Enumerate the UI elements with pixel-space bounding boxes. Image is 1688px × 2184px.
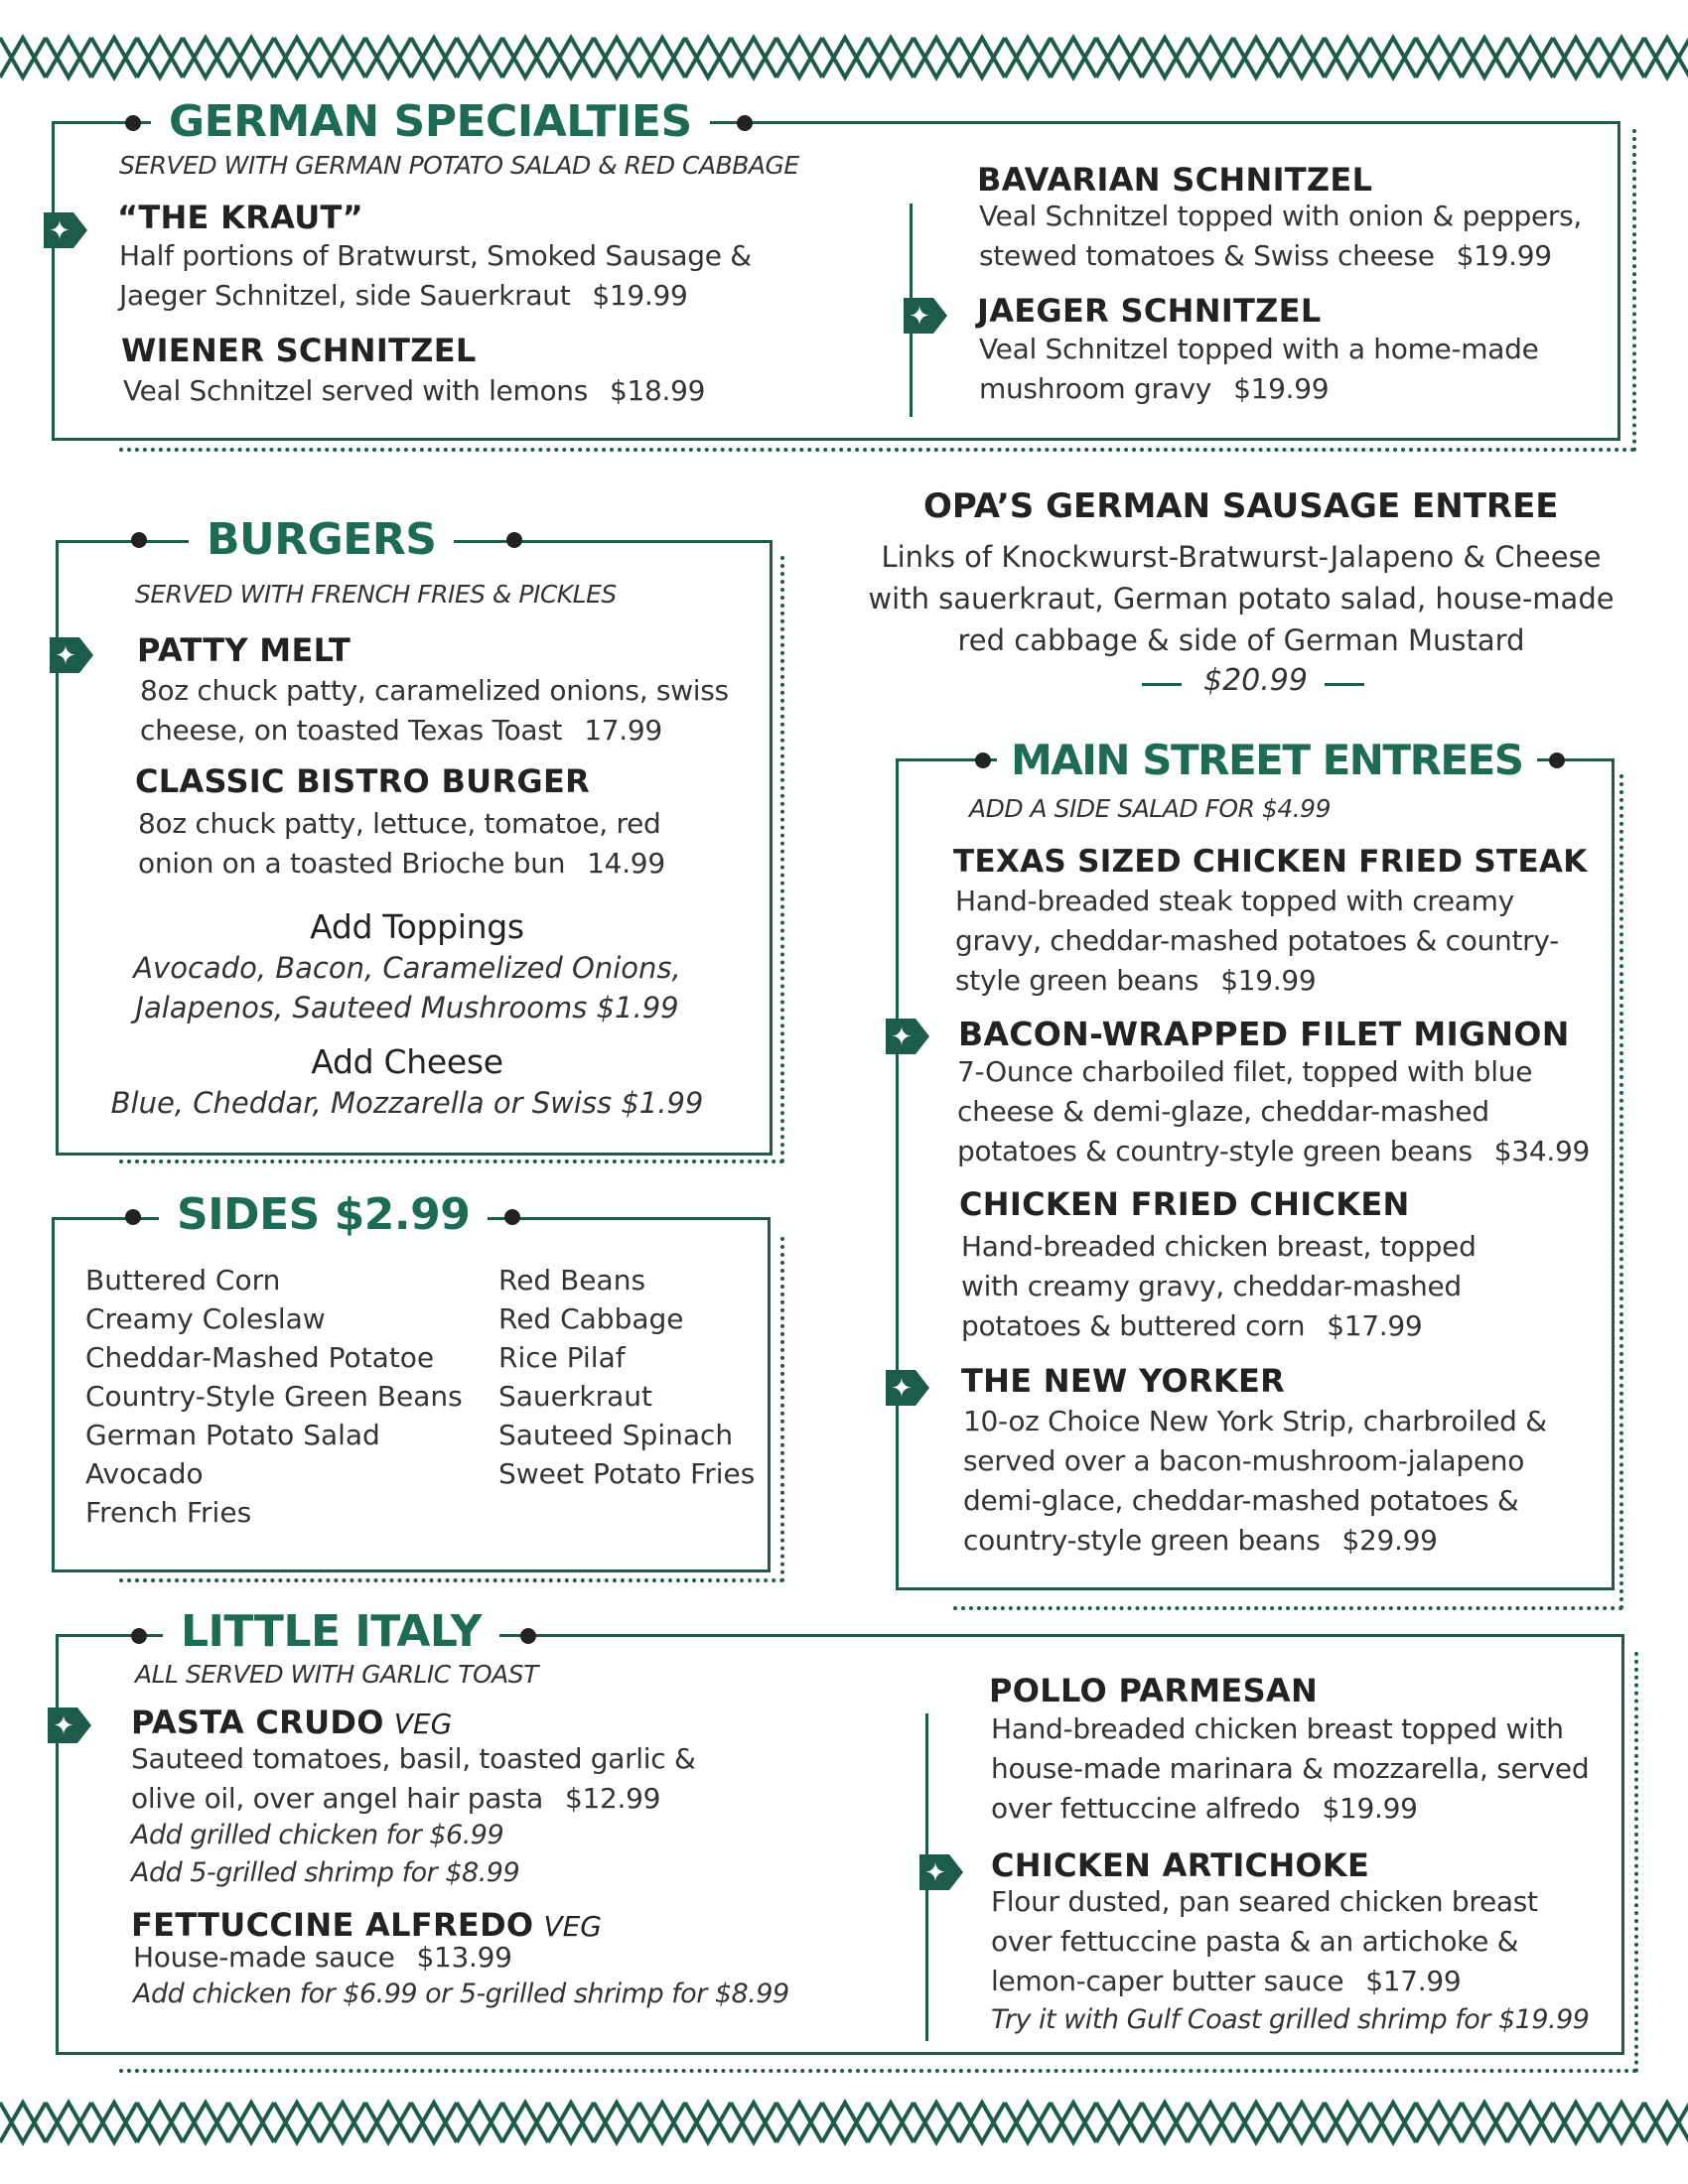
item-desc-pollo-parmesan: Hand-breaded chicken breast topped with house-made marinara & mozzarella, served over fettuccine alfredo $19.99 [991,1712,1590,1825]
title-dot-left [975,752,991,768]
item-name-filet-mignon: BACON-WRAPPED FILET MIGNON [958,1015,1570,1053]
side-item: Buttered Corn [85,1264,281,1297]
chicken-artichoke-note: Try it with Gulf Coast grilled shrimp for $19.99 [991,2004,1590,2035]
opa-sausage-desc: Links of Knockwurst-Bratwurst-Jalapeno & Cheese with sauerkraut, German potato salad, house-made red cabbage & side of German Mustard [868,540,1615,657]
item-name-chicken-fried-chicken: CHICKEN FRIED CHICKEN [959,1185,1410,1223]
svg-text:✦: ✦ [891,1023,913,1052]
arrow-marker-icon [915,1850,965,1894]
item-name-the-new-yorker: THE NEW YORKER [961,1362,1286,1400]
italy-subtitle: ALL SERVED WITH GARLIC TOAST [135,1660,538,1689]
item-name-bavarian-schnitzel: BAVARIAN SCHNITZEL [977,161,1373,199]
side-item: Red Beans [498,1264,646,1297]
little-italy-title: LITTLE ITALY [163,1604,499,1660]
side-item: Red Cabbage [498,1302,684,1335]
item-name-the-kraut: “THE KRAUT” [117,199,364,236]
main-street-entrees-title: MAIN STREET ENTREES [997,733,1537,788]
side-item: Sauerkraut [498,1380,653,1413]
main-subtitle: ADD A SIDE SALAD FOR $4.99 [969,794,1331,823]
bottom-zigzag-border [0,2095,1688,2150]
arrow-marker-icon [882,1366,931,1410]
item-name-fettuccine-alfredo: FETTUCCINE ALFREDO VEG [131,1906,602,1944]
toppings-list-line1: Avocado, Bacon, Caramelized Onions, [133,951,681,985]
arrow-marker-icon [900,294,949,338]
veg-tag: VEG [543,1910,602,1943]
item-desc-fettuccine-alfredo: House-made sauce $13.99 [133,1941,512,1974]
item-name-pollo-parmesan: POLLO PARMESAN [989,1672,1319,1709]
svg-text:✦: ✦ [53,1711,74,1741]
item-desc-chicken-fried-steak: Hand-breaded steak topped with creamy gravy, cheddar-mashed potatoes & country-style green beans $19.99 [955,885,1559,997]
item-name-wiener-schnitzel: WIENER SCHNITZEL [121,332,477,369]
title-dot-right [737,115,753,131]
side-item: Creamy Coleslaw [85,1302,326,1335]
item-desc-jaeger-schnitzel: Veal Schnitzel topped with a home-made mushroom gravy $19.99 [979,333,1539,405]
item-desc-classic-bistro-burger: 8oz chuck patty, lettuce, tomatoe, red onion on a toasted Brioche bun 14.99 [138,807,665,880]
side-item: Country-Style Green Beans [85,1380,463,1413]
arrow-marker-icon [40,208,89,252]
item-name-patty-melt: PATTY MELT [137,631,352,669]
svg-text:✦: ✦ [49,216,70,246]
german-specialties-title: GERMAN SPECIALTIES [151,94,710,150]
arrow-marker-icon [46,633,95,677]
burgers-title: BURGERS [189,512,454,568]
item-desc-chicken-fried-chicken: Hand-breaded chicken breast, topped with creamy gravy, cheddar-mashed potatoes & buttered corn $17.99 [961,1230,1477,1342]
pasta-crudo-note-chicken: Add grilled chicken for $6.99 [131,1820,504,1850]
side-item: Avocado [85,1457,204,1490]
svg-text:✦: ✦ [924,1858,946,1888]
toppings-list-line2: Jalapenos, Sauteed Mushrooms $1.99 [135,991,679,1024]
item-desc-pasta-crudo: Sauteed tomatoes, basil, toasted garlic & olive oil, over angel hair pasta $12.99 [131,1742,696,1815]
side-item: Sweet Potato Fries [498,1457,756,1490]
side-item: German Potato Salad [85,1419,380,1451]
arrow-marker-icon [882,1015,931,1058]
item-name-chicken-artichoke: CHICKEN ARTICHOKE [991,1846,1370,1884]
item-name-chicken-fried-steak: TEXAS SIZED CHICKEN FRIED STEAK [953,844,1588,880]
title-dot-right [520,1628,536,1644]
burgers-subtitle: SERVED WITH FRENCH FRIES & PICKLES [135,580,617,609]
item-desc-patty-melt: 8oz chuck patty, caramelized onions, swiss cheese, on toasted Texas Toast 17.99 [140,674,729,747]
pasta-crudo-note-shrimp: Add 5-grilled shrimp for $8.99 [131,1857,520,1888]
svg-text:✦: ✦ [909,302,930,332]
veg-tag: VEG [393,1707,453,1740]
title-dot-left [125,115,141,131]
item-name-jaeger-schnitzel: JAEGER SCHNITZEL [977,292,1322,330]
svg-text:✦: ✦ [891,1374,913,1404]
item-desc-the-new-yorker: 10-oz Choice New York Strip, charbroiled & served over a bacon-mushroom-jalapeno demi-glace, cheddar-mashed potatoes & country-style green beans $29.99 [963,1405,1547,1557]
item-desc-chicken-artichoke: Flour dusted, pan seared chicken breast over fettuccine pasta & an artichoke & lemon-caper butter sauce $17.99 [991,1885,1538,1997]
item-desc-wiener-schnitzel: Veal Schnitzel served with lemons $18.99 [123,374,706,407]
item-name-classic-bistro-burger: CLASSIC BISTRO BURGER [135,762,591,800]
price-dash-right [1325,683,1364,686]
title-dot-right [1549,752,1565,768]
fettuccine-note: Add chicken for $6.99 or 5-grilled shrimp for $8.99 [133,1979,789,2009]
top-zigzag-border [0,30,1688,85]
opa-sausage-price: $20.99 [1203,663,1308,698]
svg-text:✦: ✦ [55,641,76,671]
sides-list-right [498,1261,755,1493]
item-desc-the-kraut: Half portions of Bratwurst, Smoked Sausage & Jaeger Schnitzel, side Sauerkraut $19.99 [119,239,752,312]
title-dot-right [504,1209,520,1225]
opa-sausage-title: OPA’S GERMAN SAUSAGE ENTREE [923,486,1559,526]
add-cheese-heading: Add Cheese [311,1042,503,1081]
title-dot-left [131,532,147,548]
german-subtitle: SERVED WITH GERMAN POTATO SALAD & RED CABBAGE [119,151,799,180]
sides-list-left [85,1261,463,1532]
price-dash-left [1142,683,1182,686]
add-toppings-heading: Add Toppings [310,907,524,946]
arrow-marker-icon [44,1704,93,1747]
title-dot-left [131,1628,147,1644]
title-dot-right [506,532,522,548]
item-desc-filet-mignon: 7-Ounce charboiled filet, topped with blue cheese & demi-glaze, cheddar-mashed potatoes & country-style green beans $34.99 [957,1055,1590,1167]
item-desc-bavarian-schnitzel: Veal Schnitzel topped with onion & peppers, stewed tomatoes & Swiss cheese $19.99 [979,200,1582,272]
side-item: Rice Pilaf [498,1341,626,1374]
item-name-pasta-crudo: PASTA CRUDO VEG [131,1704,453,1741]
side-item: French Fries [85,1496,252,1529]
sides-title: SIDES $2.99 [159,1187,488,1243]
title-dot-left [125,1209,141,1225]
side-item: Sauteed Spinach [498,1419,734,1451]
side-item: Cheddar-Mashed Potatoe [85,1341,435,1374]
cheese-list: Blue, Cheddar, Mozzarella or Swiss $1.99 [110,1086,704,1120]
